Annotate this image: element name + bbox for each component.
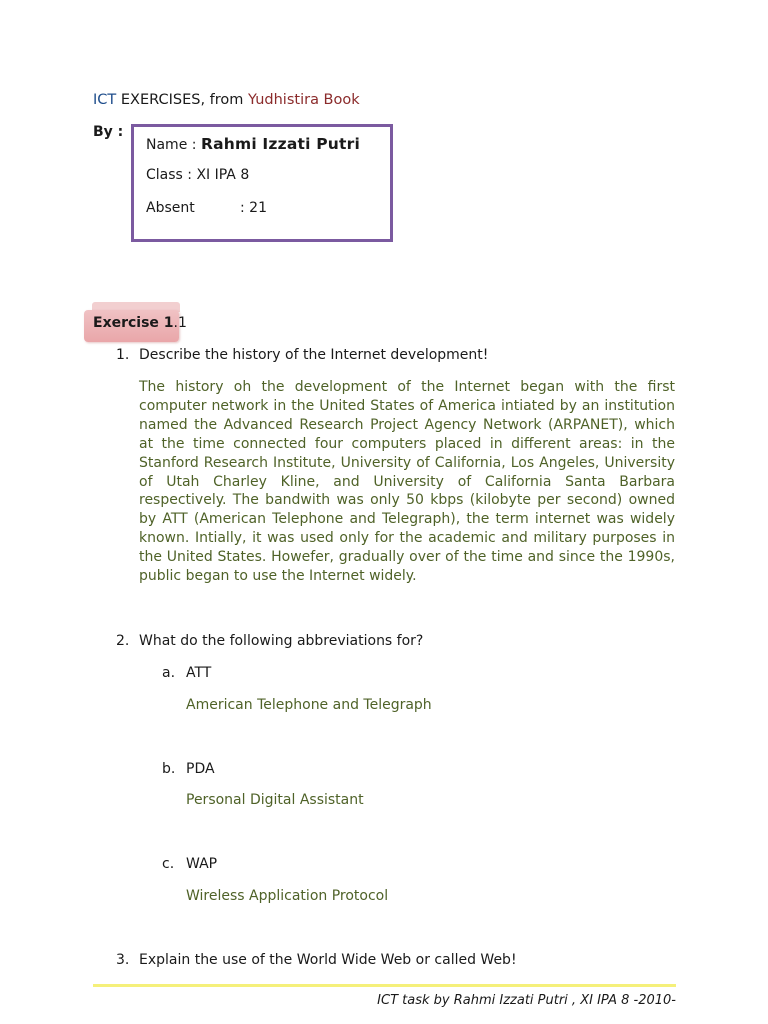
footer-divider xyxy=(93,984,676,987)
abbrev-b-term: PDA xyxy=(186,761,215,777)
by-label: By : xyxy=(93,124,124,140)
class-row xyxy=(146,167,249,183)
question-1-answer: The history oh the development of the Internet began with the first computer network in the United States of America intiated by an institution named the Advanced Research Project Agency Network (ARPANET), which at the time connected four computers placed in different areas: in the Stanford Research Institute, University of California, Los Angeles, University of Utah Charley Kline, and University of California Santa Barbara respectively. The bandwith was only 50 kbps (kilobyte per second) owned by ATT (American Telephone and Telegraph), the term internet was widely known. Intially, it was used only for the academic and military purposes in the United States. Howefer, gradually over of the time and since the 1990s, public began to use the Internet widely. xyxy=(139,379,675,585)
question-3-number: 3. xyxy=(116,952,130,968)
exercise-label: Exercise 1 xyxy=(93,315,174,331)
absent-value: : 21 xyxy=(240,200,267,216)
title-exercises-from: EXERCISES, from xyxy=(116,92,249,108)
title-book: Yudhistira Book xyxy=(248,92,360,108)
absent-label: Absent xyxy=(146,200,195,216)
abbrev-a-term: ATT xyxy=(186,665,212,681)
abbrev-c-term: WAP xyxy=(186,856,218,872)
question-2-number: 2. xyxy=(116,633,130,649)
abbrev-a-letter: a. xyxy=(162,665,176,681)
question-2-text: What do the following abbreviations for? xyxy=(139,633,424,649)
exercise-heading xyxy=(93,315,187,331)
title-ict: ICT xyxy=(93,92,117,108)
class-value: XI IPA 8 xyxy=(196,167,250,183)
question-1-number: 1. xyxy=(116,347,130,363)
document-title xyxy=(93,92,360,108)
question-3-text: Explain the use of the World Wide Web or called Web! xyxy=(139,952,517,968)
abbrev-a-meaning: American Telephone and Telegraph xyxy=(186,697,432,713)
page-footer: ICT task by Rahmi Izzati Putri , XI IPA 8 -2010- xyxy=(377,993,676,1008)
name-label: Name : xyxy=(146,137,197,153)
name-row xyxy=(146,135,360,153)
exercise-number: .1 xyxy=(173,315,187,331)
name-value: Rahmi Izzati Putri xyxy=(200,135,360,153)
abbrev-b-meaning: Personal Digital Assistant xyxy=(186,792,364,808)
class-label: Class : xyxy=(146,167,192,183)
absent-row xyxy=(146,200,267,216)
abbrev-c-meaning: Wireless Application Protocol xyxy=(186,888,389,904)
abbrev-b-letter: b. xyxy=(162,761,176,777)
question-1-text: Describe the history of the Internet development! xyxy=(139,347,489,363)
identity-box xyxy=(131,124,393,242)
abbrev-c-letter: c. xyxy=(162,856,175,872)
